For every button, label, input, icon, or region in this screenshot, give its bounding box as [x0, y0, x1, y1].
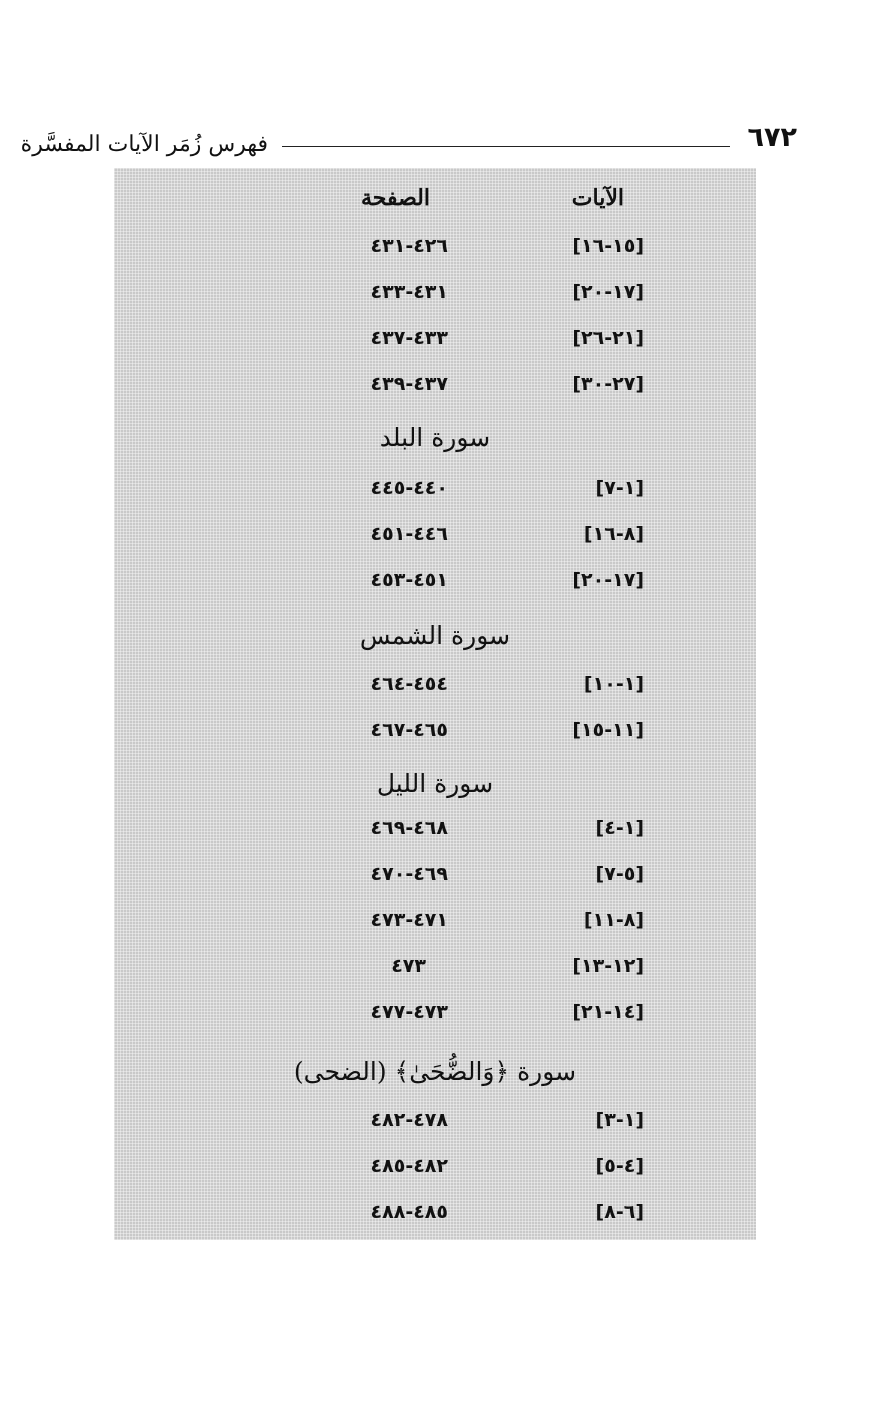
page-range: ٤٥١-٤٥٣ [370, 569, 448, 591]
verse-range: [١-٤] [595, 817, 644, 839]
verse-range: [٢٧-٣٠] [572, 373, 644, 395]
verse-range: [٥-٧] [595, 863, 644, 885]
verse-range: [١٢-١٣] [572, 955, 644, 977]
verse-range: [٤-٥] [595, 1155, 644, 1177]
page-range: ٤٧١-٤٧٣ [370, 909, 448, 931]
page-range: ٤٥٤-٤٦٤ [370, 673, 448, 695]
page-range: ٤٦٨-٤٦٩ [370, 817, 448, 839]
page-range: ٤٧٨-٤٨٢ [370, 1109, 448, 1131]
running-title: فهرس زُمَر الآيات المفسَّرة [20, 132, 268, 157]
page-range: ٤٣٧-٤٣٩ [370, 373, 448, 395]
page-range: ٤٧٣ [391, 955, 426, 977]
surah-title-ad-duha: سورة ﴿وَالضُّحَىٰ﴾ (الضحى) [293, 1057, 577, 1086]
verse-range: [٢١-٢٦] [572, 327, 644, 349]
page-range: ٤٤٦-٤٥١ [370, 523, 448, 545]
column-header-verses: الآيات [571, 185, 624, 211]
verse-range: [١-٣] [595, 1109, 644, 1131]
page-range: ٤٨٥-٤٨٨ [370, 1201, 448, 1223]
verse-range: [٦-٨] [595, 1201, 644, 1223]
verse-range: [١-٧] [595, 477, 644, 499]
column-header-pages: الصفحة [360, 185, 430, 211]
verse-range: [١١-١٥] [572, 719, 644, 741]
verse-range: [١٧-٢٠] [572, 281, 644, 303]
surah-title-al-layl: سورة الليل [376, 769, 494, 798]
verse-range: [٨-١١] [583, 909, 644, 931]
header-rule [282, 146, 730, 147]
verse-range: [٨-١٦] [583, 523, 644, 545]
verse-range: [١٥-١٦] [572, 235, 644, 257]
verse-range: [١-١٠] [583, 673, 644, 695]
verse-range: [١٤-٢١] [572, 1001, 644, 1023]
surah-title-ash-shams: سورة الشمس [359, 621, 511, 650]
page-range: ٤٦٩-٤٧٠ [370, 863, 448, 885]
surah-title-al-balad: سورة البلد [379, 423, 491, 452]
index-panel [114, 168, 756, 1240]
page-range: ٤٨٢-٤٨٥ [370, 1155, 448, 1177]
page-number: ٦٧٢ [747, 122, 797, 153]
verse-range: [١٧-٢٠] [572, 569, 644, 591]
page-range: ٤٣١-٤٣٣ [370, 281, 448, 303]
page-range: ٤٢٦-٤٣١ [370, 235, 448, 257]
page-range: ٤٣٣-٤٣٧ [370, 327, 448, 349]
page-range: ٤٤٠-٤٤٥ [370, 477, 448, 499]
page-range: ٤٦٥-٤٦٧ [370, 719, 448, 741]
page-range: ٤٧٣-٤٧٧ [370, 1001, 448, 1023]
